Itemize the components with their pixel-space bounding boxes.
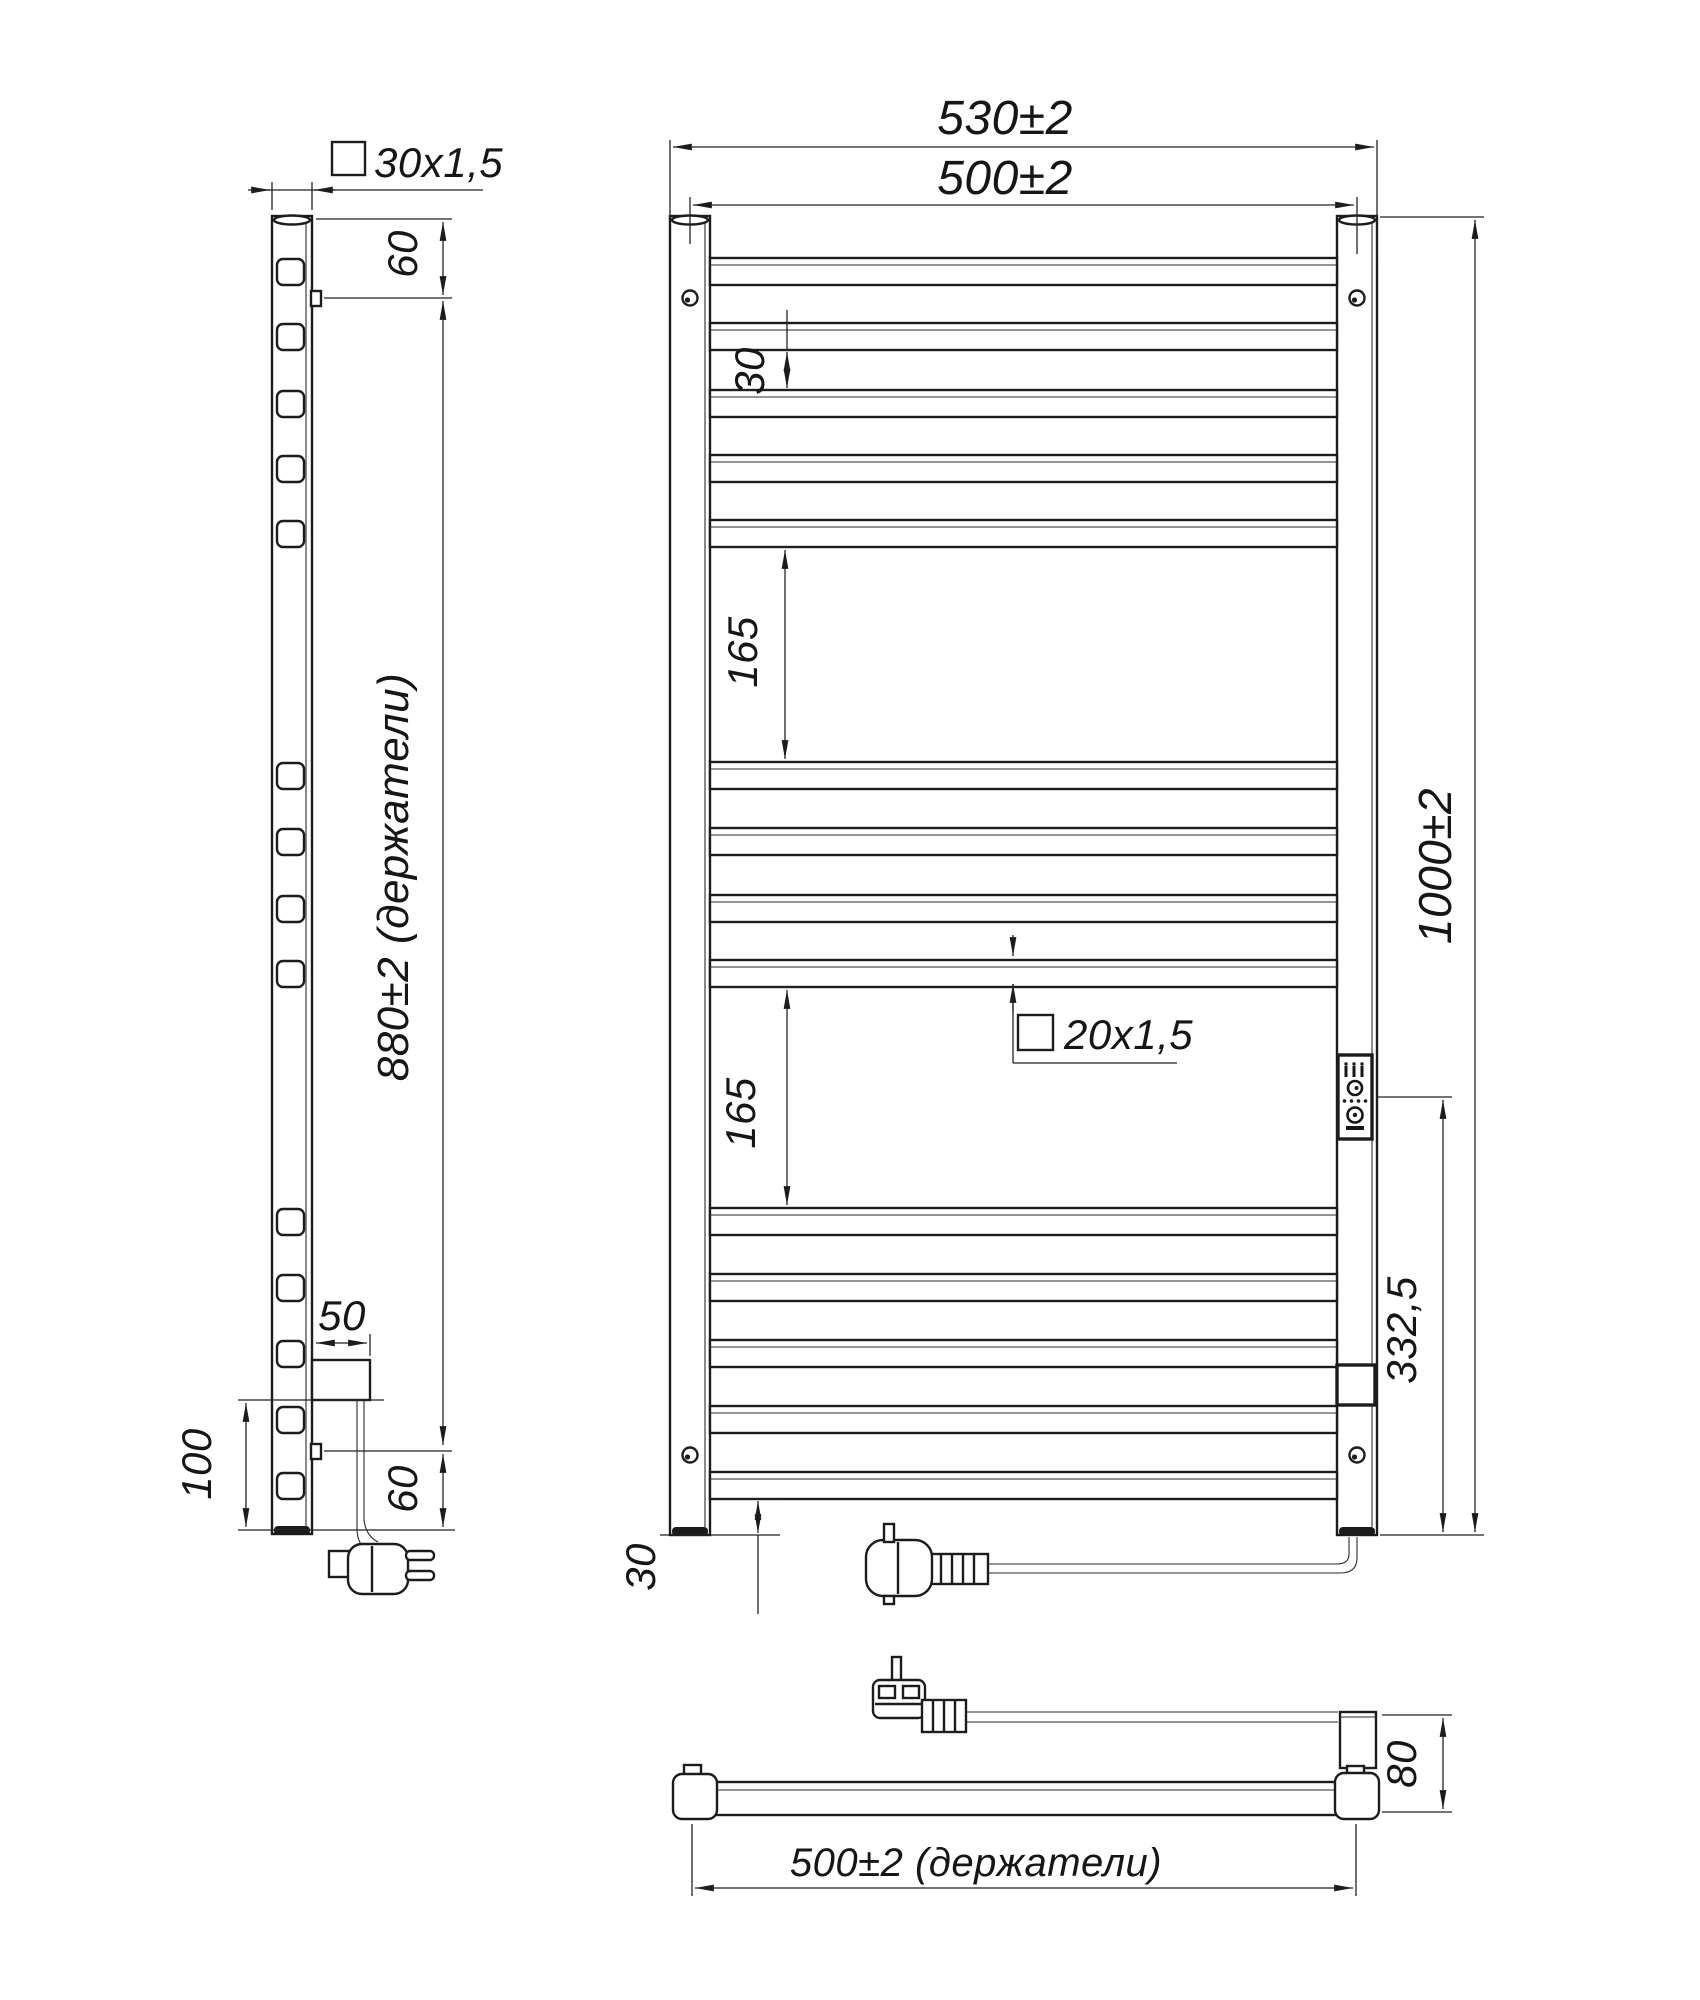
dim-rung-gap-label: 30: [726, 347, 773, 395]
right-post-bottom-cap: [1339, 1527, 1375, 1536]
rung-end: [277, 521, 304, 547]
rung: [710, 258, 1337, 285]
junction-box-side: [312, 1360, 370, 1400]
rung-end: [277, 456, 304, 482]
control-panel: [1338, 1055, 1372, 1139]
rung-end: [277, 763, 304, 789]
right-post: [1337, 216, 1377, 1535]
power-cable-side: [357, 1400, 378, 1550]
dim-depth-label: 80: [1378, 1740, 1425, 1788]
power-plug-top: [873, 1657, 1338, 1732]
bottom-rail-tube: [679, 1782, 1377, 1815]
bottom-view: [673, 1657, 1452, 1896]
left-post: [670, 216, 710, 1535]
power-plug-front: [866, 1524, 988, 1604]
wall-bracket-pin-top: [311, 291, 321, 306]
dim-holders-width-label: 500±2 (держатели): [789, 1841, 1163, 1885]
junction-box-front: [1337, 1365, 1375, 1405]
rung: [710, 1340, 1337, 1367]
dim-bottom-gap-label: 30: [617, 1543, 664, 1591]
side-profile-label: 30x1,5: [374, 139, 504, 186]
dim-opening-bottom-label: 165: [717, 1077, 764, 1149]
dim-top-offset: [316, 219, 452, 298]
rung-end: [277, 1473, 304, 1499]
square-profile-symbol: [1018, 1015, 1053, 1050]
dim-bracket-height-label: 100: [173, 1428, 220, 1500]
rung: [710, 390, 1337, 417]
front-view: [617, 92, 1484, 1614]
plug-pin: [406, 1571, 434, 1580]
rung: [710, 1472, 1337, 1499]
dim-depth: [1378, 1715, 1452, 1812]
left-post-section: [673, 1774, 717, 1819]
rung-end: [277, 829, 304, 855]
dim-bottom-offset-label: 60: [379, 1465, 426, 1513]
rung: [710, 1208, 1337, 1235]
rung-end: [277, 961, 304, 987]
dim-top-offset-label: 60: [379, 230, 426, 278]
rung-profile-label: 20x1,5: [1064, 1011, 1194, 1058]
rung-end: [277, 324, 304, 350]
dim-rail-width-label: 500±2: [937, 152, 1073, 205]
rung-end: [277, 1341, 304, 1367]
dim-side-profile: [248, 139, 503, 210]
callout-rung-profile: [1013, 935, 1193, 1063]
side-post-top-cap: [274, 216, 310, 225]
dim-overall-width-label: 530±2: [937, 92, 1073, 145]
rung: [710, 895, 1337, 922]
dim-bracket-width: [312, 1292, 370, 1356]
dim-bracket-width-label: 50: [318, 1292, 366, 1339]
power-cable-front: [988, 1537, 1357, 1573]
plug-pin: [406, 1551, 434, 1560]
rung-end: [277, 1407, 304, 1433]
wall-bracket-pin-bottom: [311, 1444, 321, 1459]
dim-panel-offset-label: 332,5: [1378, 1276, 1425, 1384]
dim-opening-top-label: 165: [719, 616, 766, 688]
rung: [710, 323, 1337, 350]
rung: [710, 828, 1337, 855]
dim-holders-width: [692, 1824, 1356, 1896]
dim-panel-offset: [1376, 1097, 1452, 1532]
side-view: [173, 139, 503, 1594]
dim-holders-span: [369, 301, 443, 1445]
rung-end: [277, 1209, 304, 1235]
rung-end: [277, 259, 304, 285]
power-plug-side: [329, 1544, 434, 1594]
rung-end: [277, 391, 304, 417]
dim-height-label: 1000±2: [1409, 787, 1461, 945]
plug-pin: [884, 1524, 894, 1542]
right-post-section: [1335, 1773, 1379, 1819]
rung-end: [277, 896, 304, 922]
rungs: [710, 258, 1337, 1499]
rung: [710, 1406, 1337, 1433]
rung: [710, 762, 1337, 789]
dim-holders-span-label: 880±2 (держатели): [369, 672, 418, 1082]
rung-end: [277, 1275, 304, 1301]
dim-opening-bottom: [714, 987, 800, 1205]
dim-opening-top: [714, 547, 800, 759]
rung: [710, 520, 1337, 547]
right-holder: [1340, 1712, 1376, 1768]
rung: [710, 1274, 1337, 1301]
square-profile-symbol: [332, 142, 365, 175]
dim-rail-width: [690, 152, 1357, 254]
rung: [710, 455, 1337, 482]
rung: [710, 960, 1337, 987]
dim-bottom-offset: [238, 1451, 455, 1530]
